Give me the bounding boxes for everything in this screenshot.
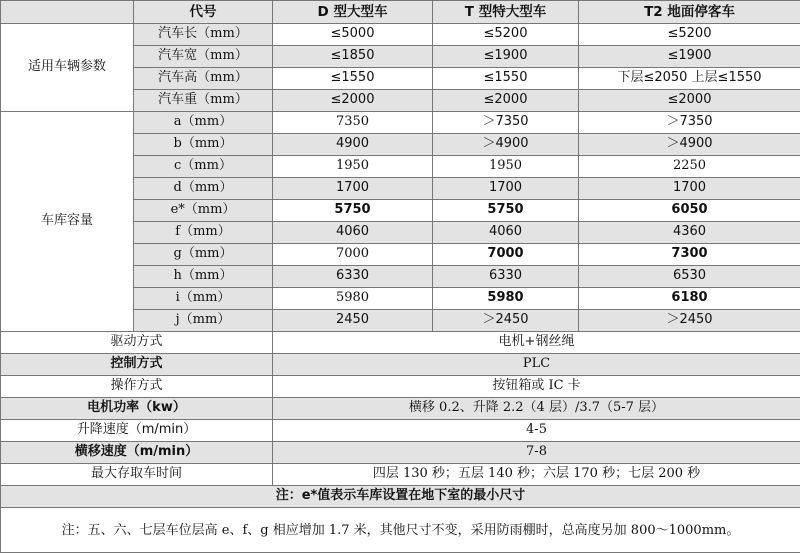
cell-t: ≤1900 xyxy=(433,46,579,68)
row-label: 汽车宽（mm） xyxy=(134,46,273,68)
cell-t: 4060 xyxy=(433,222,579,244)
cell-t2: ＞2450 xyxy=(579,310,800,332)
cell-d: ≤1550 xyxy=(273,68,433,90)
row-label: 汽车高（mm） xyxy=(134,68,273,90)
header-t-type: T 型特大型车 xyxy=(433,1,579,24)
cell-t: 5750 xyxy=(433,200,579,222)
cell-d: 4900 xyxy=(273,134,433,156)
cell-t2: ≤2000 xyxy=(579,90,800,112)
spec-label-max-time: 最大存取车时间 xyxy=(1,464,273,486)
cell-d: 2450 xyxy=(273,310,433,332)
cell-t2: 6050 xyxy=(579,200,800,222)
spec-value-motor-power: 横移 0.2、升降 2.2（4 层）/3.7（5-7 层） xyxy=(273,398,800,420)
cell-t: 1700 xyxy=(433,178,579,200)
spec-value-control: PLC xyxy=(273,354,800,376)
spec-row xyxy=(1,442,800,464)
cell-t: 7000 xyxy=(433,244,579,266)
spec-value-operation: 按钮箱或 IC 卡 xyxy=(273,376,800,398)
row-label: h（mm） xyxy=(134,266,273,288)
cell-t: ≤5200 xyxy=(433,24,579,46)
row-label: a（mm） xyxy=(134,112,273,134)
row-label: d（mm） xyxy=(134,178,273,200)
spec-row xyxy=(1,376,800,398)
cell-d: 1700 xyxy=(273,178,433,200)
row-label: j（mm） xyxy=(134,310,273,332)
cell-t: ≤2000 xyxy=(433,90,579,112)
note-row xyxy=(1,508,800,553)
spec-value-traverse-speed: 7-8 xyxy=(273,442,800,464)
cell-t2: 下层≤2050 上层≤1550 xyxy=(579,68,800,90)
row-label: e*（mm） xyxy=(134,200,273,222)
spec-label-traverse-speed: 横移速度（m/min） xyxy=(1,442,273,464)
row-label: i（mm） xyxy=(134,288,273,310)
cell-d: 7000 xyxy=(273,244,433,266)
spec-value-drive: 电机+钢丝绳 xyxy=(273,332,800,354)
spec-value-lift-speed: 4-5 xyxy=(273,420,800,442)
cell-t2: ≤1900 xyxy=(579,46,800,68)
note-basement: 注：e*值表示车库设置在地下室的最小尺寸 xyxy=(1,486,800,508)
cell-d: 6330 xyxy=(273,266,433,288)
cell-t2: ≤5200 xyxy=(579,24,800,46)
note-row xyxy=(1,486,800,508)
table-row xyxy=(1,24,800,46)
cell-d: 1950 xyxy=(273,156,433,178)
cell-d: 4060 xyxy=(273,222,433,244)
cell-t: ≤1550 xyxy=(433,68,579,90)
cell-d: 5750 xyxy=(273,200,433,222)
row-label: b（mm） xyxy=(134,134,273,156)
cell-d: ≤2000 xyxy=(273,90,433,112)
spec-label-control: 控制方式 xyxy=(1,354,273,376)
row-label: 汽车长（mm） xyxy=(134,24,273,46)
header-t2-type: T2 地面停客车 xyxy=(579,1,800,24)
spec-row xyxy=(1,420,800,442)
row-label: 汽车重（mm） xyxy=(134,90,273,112)
cell-t: ＞7350 xyxy=(433,112,579,134)
spec-row xyxy=(1,398,800,420)
spec-row xyxy=(1,354,800,376)
spec-label-operation: 操作方式 xyxy=(1,376,273,398)
cell-t2: 6530 xyxy=(579,266,800,288)
cell-d: 5980 xyxy=(273,288,433,310)
cell-t2: 6180 xyxy=(579,288,800,310)
section-capacity-title: 车库容量 xyxy=(1,112,134,332)
row-label: f（mm） xyxy=(134,222,273,244)
cell-t: ＞2450 xyxy=(433,310,579,332)
row-label: g（mm） xyxy=(134,244,273,266)
note-floor-height: 注：五、六、七层车位层高 e、f、g 相应增加 1.7 米，其他尺寸不变，采用防雨棚时，总高度另加 800～1000mm。 xyxy=(1,508,800,553)
header-row xyxy=(1,1,800,24)
spec-label-lift-speed: 升降速度（m/min） xyxy=(1,420,273,442)
header-code: 代号 xyxy=(134,1,273,24)
cell-t2: 1700 xyxy=(579,178,800,200)
cell-t: 6330 xyxy=(433,266,579,288)
cell-t: 5980 xyxy=(433,288,579,310)
table-row xyxy=(1,112,800,134)
cell-d: ≤1850 xyxy=(273,46,433,68)
spec-value-max-time: 四层 130 秒；五层 140 秒；六层 170 秒；七层 200 秒 xyxy=(273,464,800,486)
cell-t2: ＞4900 xyxy=(579,134,800,156)
cell-d: ≤5000 xyxy=(273,24,433,46)
spec-row xyxy=(1,464,800,486)
header-d-type: D 型大型车 xyxy=(273,1,433,24)
section-vehicle-params-title: 适用车辆参数 xyxy=(1,24,134,112)
row-label: c（mm） xyxy=(134,156,273,178)
cell-t: ＞4900 xyxy=(433,134,579,156)
cell-t: 1950 xyxy=(433,156,579,178)
cell-t2: ＞7350 xyxy=(579,112,800,134)
spec-label-motor-power: 电机功率（kw） xyxy=(1,398,273,420)
cell-t2: 7300 xyxy=(579,244,800,266)
header-cell-blank xyxy=(1,1,134,24)
spec-label-drive: 驱动方式 xyxy=(1,332,273,354)
spec-row xyxy=(1,332,800,354)
cell-d: 7350 xyxy=(273,112,433,134)
cell-t2: 2250 xyxy=(579,156,800,178)
cell-t2: 4360 xyxy=(579,222,800,244)
